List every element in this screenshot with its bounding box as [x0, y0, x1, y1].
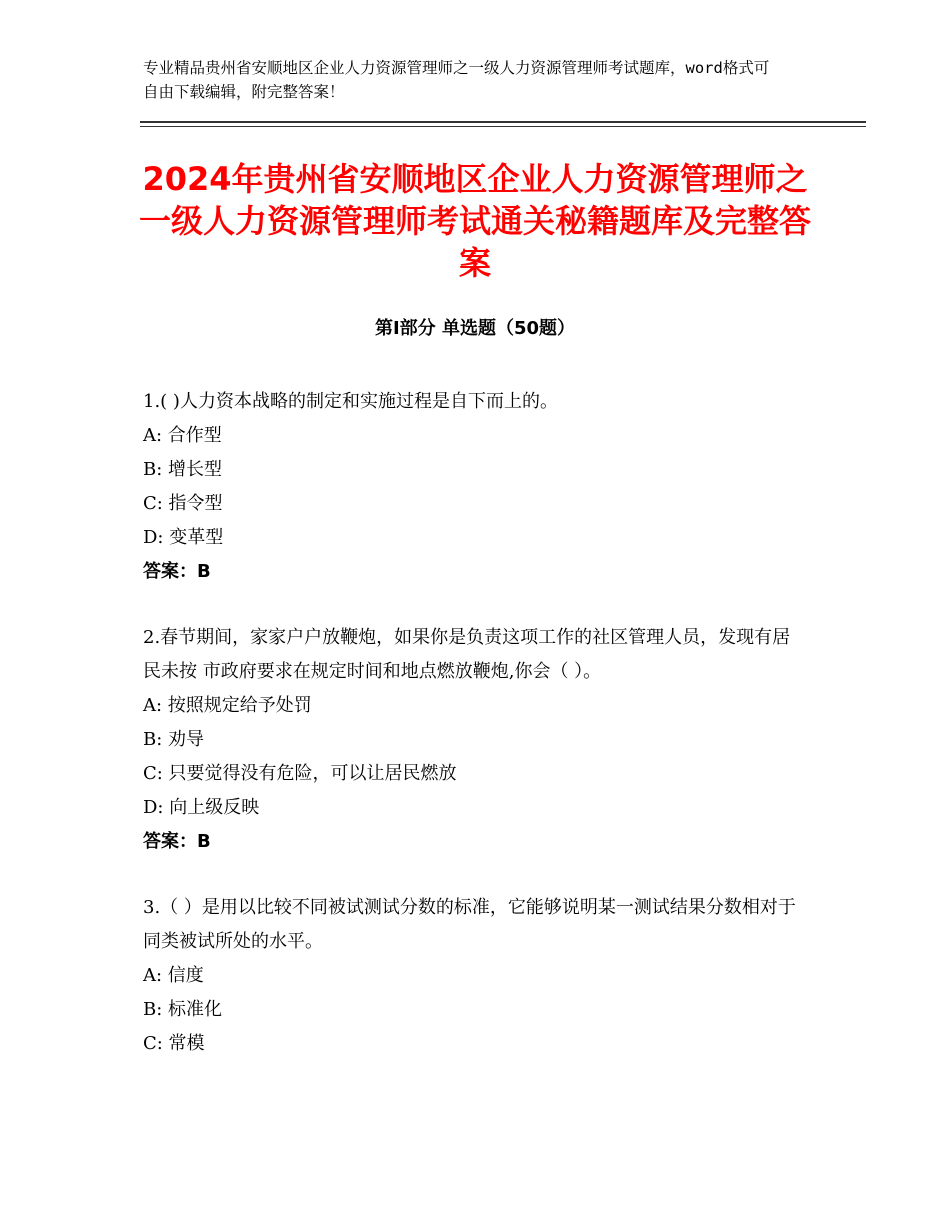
document-title: 2024年贵州省安顺地区企业人力资源管理师之一级人力资源管理师考试通关秘籍题库及完整答案 — [138, 160, 811, 282]
option-c: C: 只要觉得没有危险，可以让居民燃放 — [143, 763, 457, 784]
question-1 — [143, 385, 808, 589]
answer: 答案：B — [143, 561, 211, 582]
option-c: C: 常模 — [143, 1033, 205, 1054]
option-c: C: 指令型 — [143, 493, 223, 514]
header-rule-thick — [140, 121, 866, 123]
header-rule-thin — [140, 126, 866, 127]
question-stem: 1.( )人力资本战略的制定和实施过程是自下而上的。 — [143, 391, 558, 412]
answer: 答案：B — [143, 831, 211, 852]
question-2 — [143, 621, 808, 859]
option-a: A: 合作型 — [143, 425, 222, 446]
option-b: B: 劝导 — [143, 729, 205, 750]
question-stem: 2.春节期间，家家户户放鞭炮，如果你是负责这项工作的社区管理人员，发现有居民未按 市政府要求在规定时间和地点燃放鞭炮,你会（ ）。 — [143, 627, 791, 682]
option-b: B: 标准化 — [143, 999, 223, 1020]
header-note: 专业精品贵州省安顺地区企业人力资源管理师之一级人力资源管理师考试题库，word格式可自由下载编辑，附完整答案！ — [143, 59, 770, 101]
option-d: D: 向上级反映 — [143, 797, 260, 818]
question-stem: 3.（ ）是用以比较不同被试测试分数的标准，它能够说明某一测试结果分数相对于同类被试所处的水平。 — [143, 897, 796, 952]
question-3 — [143, 891, 808, 1061]
option-a: A: 信度 — [143, 965, 204, 986]
option-b: B: 增长型 — [143, 459, 223, 480]
section-title: 第Ⅰ部分 单选题（50题） — [374, 318, 575, 339]
option-a: A: 按照规定给予处罚 — [143, 695, 312, 716]
option-d: D: 变革型 — [143, 527, 224, 548]
question-list — [143, 385, 808, 1093]
